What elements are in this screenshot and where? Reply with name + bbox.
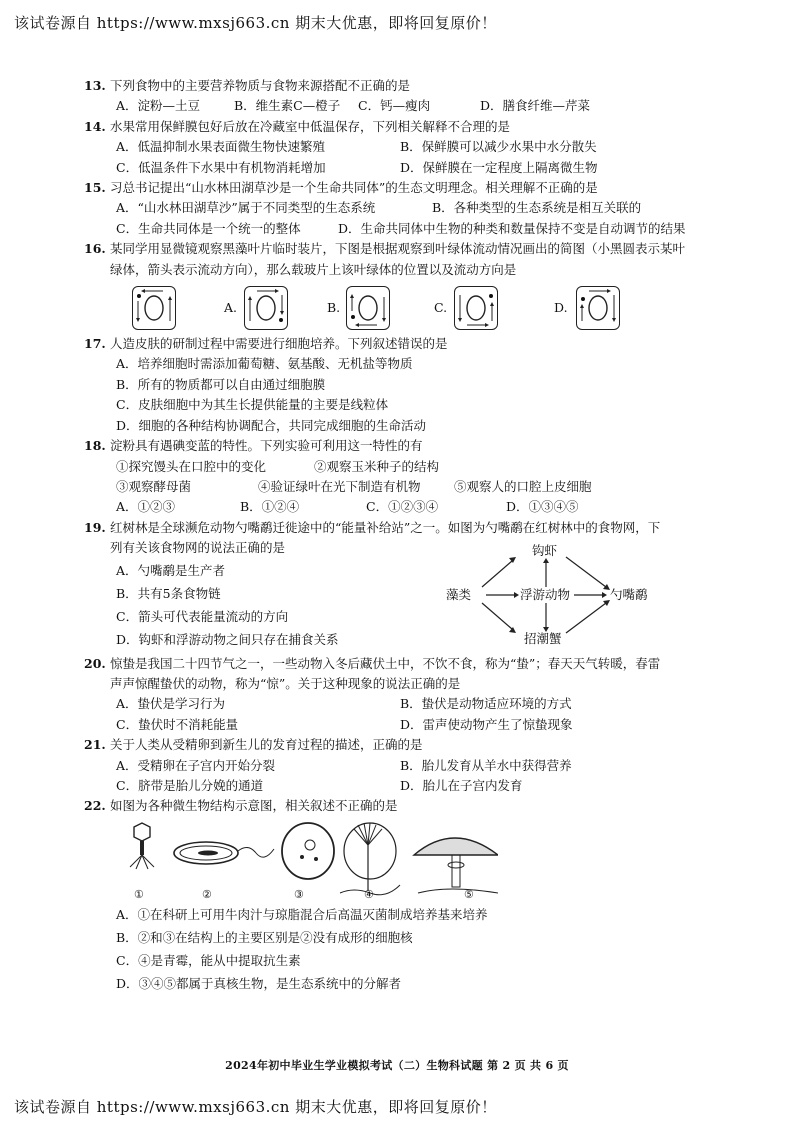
question-21 <box>84 735 724 796</box>
node-fiddler-crab: 招潮蟹 <box>524 630 562 646</box>
question-13 <box>84 76 724 117</box>
options-row <box>84 158 724 178</box>
option-a: A．低温抑制水果表面微生物快速繁殖 <box>116 139 326 155</box>
options-row <box>84 694 724 714</box>
cell-diagram-c <box>454 286 498 330</box>
question-stem: 习总书记提出“山水林田湖草沙是一个生命共同体”的生态文明理念。相关理解不正确的是 <box>110 180 598 196</box>
node-algae: 藻类 <box>446 586 472 602</box>
items-row-2 <box>84 477 724 497</box>
node-zooplankton: 浮游动物 <box>520 586 571 602</box>
option-d: D．细胞的各种结构协调配合，共同完成细胞的生命活动 <box>116 417 427 433</box>
option-c: C．生命共同体是一个统一的整体 <box>116 220 301 236</box>
option-a: A．蛰伏是学习行为 <box>116 696 226 712</box>
cell-diagram-d <box>576 286 620 330</box>
option-d: D．胎儿在子宫内发育 <box>400 777 523 793</box>
watermark-top: 该试卷源自 https://www.mxsj663.cn 期末大优惠，即将回复原价！ <box>14 14 497 32</box>
microorganism-drawings <box>118 821 498 907</box>
question-stem-line1: 红树林是全球濒危动物勺嘴鹬迁徙途中的“能量补给站”之一。如图为勺嘴鹬在红树林中的食物网，下 <box>110 519 661 535</box>
microorganism-figure <box>84 817 724 903</box>
question-stem: 淀粉具有遇碘变蓝的特性。下列实验可利用这一特性的有 <box>110 438 423 454</box>
option-a: A．“山水林田湖草沙”属于不同类型的生态系统 <box>116 200 376 216</box>
option-b: B．各种类型的生态系统是相互关联的 <box>432 200 642 216</box>
option-a: A．培养细胞时需添加葡萄糖、氨基酸、无机盐等物质 <box>116 356 413 372</box>
question-number: 22. <box>84 798 106 814</box>
question-stem: 如图为各种微生物结构示意图，相关叙述不正确的是 <box>110 798 398 814</box>
chloroplast-flow-figure <box>84 280 724 334</box>
question-stem: 水果常用保鲜膜包好后放在冷藏室中低温保存，下列相关解释不合理的是 <box>110 118 511 134</box>
items-row-1 <box>84 457 724 477</box>
question-number: 19. <box>84 519 106 535</box>
options-row <box>84 715 724 735</box>
option-b: B．维生素C—橙子 <box>234 98 341 114</box>
option-c: C．低温条件下水果中有机物消耗增加 <box>116 159 326 175</box>
option-b: B．共有5条食物链 <box>116 585 221 601</box>
question-number: 15. <box>84 180 106 196</box>
option-c: C．蛰伏时不消耗能量 <box>116 716 239 732</box>
question-18 <box>84 436 724 518</box>
question-stem-line1: 惊蛰是我国二十四节气之一，一些动物入冬后藏伏土中，不饮不食，称为“蛰”；春天天气转暖，春雷 <box>110 655 661 671</box>
question-number: 17. <box>84 336 106 352</box>
question-14 <box>84 117 724 178</box>
options-row <box>84 219 724 239</box>
question-19 <box>84 518 724 651</box>
option-a: A．①②③ <box>116 499 176 515</box>
item-4: ④验证绿叶在光下制造有机物 <box>258 478 421 494</box>
exam-page <box>84 76 724 995</box>
option-d: D．钩虾和浮游动物之间只存在捕食关系 <box>116 631 339 647</box>
figure-label-2: ② <box>202 887 212 901</box>
question-number: 14. <box>84 118 106 134</box>
question-22 <box>84 796 724 994</box>
cell-diagram-b <box>346 286 390 330</box>
option-c: C．④是青霉，能从中提取抗生素 <box>116 952 301 968</box>
question-17 <box>84 334 724 436</box>
figure-label-b: B. <box>327 300 341 316</box>
question-stem-line2: 声声惊醒蛰伏的动物，称为“惊”。关于这种现象的说法正确的是 <box>110 675 461 691</box>
question-number: 20. <box>84 655 106 671</box>
figure-label-d: D. <box>554 300 568 316</box>
question-number: 21. <box>84 737 106 753</box>
watermark-bottom: 该试卷源自 https://www.mxsj663.cn 期末大优惠，即将回复原价！ <box>14 1098 497 1116</box>
option-c: C．脐带是胎儿分娩的通道 <box>116 777 264 793</box>
option-d: D．膳食纤维—芹菜 <box>480 98 591 114</box>
item-5: ⑤观察人的口腔上皮细胞 <box>454 478 592 494</box>
option-b: B．保鲜膜可以减少水果中水分散失 <box>400 139 597 155</box>
figure-label-a: A. <box>224 300 238 316</box>
question-20 <box>84 654 724 736</box>
options-row <box>84 756 724 776</box>
question-stem-line2: 绿体，箭头表示流动方向），那么载玻片上该叶绿体的位置以及流动方向是 <box>110 261 517 277</box>
node-spoon-billed-sandpiper: 勺嘴鹬 <box>610 586 648 602</box>
item-3: ③观察酵母菌 <box>116 478 192 494</box>
figure-label-4: ④ <box>364 887 374 901</box>
option-c: C．①②③④ <box>366 499 439 515</box>
page-footer: 2024年初中毕业生学业模拟考试（二）生物科试题 第 2 页 共 6 页 <box>225 1059 569 1072</box>
cell-diagram-original <box>132 286 176 330</box>
question-number: 13. <box>84 78 106 93</box>
option-b: B．②和③在结构上的主要区别是②没有成形的细胞核 <box>116 929 413 945</box>
option-a: A．勺嘴鹬是生产者 <box>116 562 226 578</box>
option-a: A．淀粉—土豆 <box>116 98 201 114</box>
option-b: B．①②④ <box>240 499 300 515</box>
options-row <box>84 198 724 218</box>
options-row <box>84 96 724 116</box>
question-15 <box>84 178 724 239</box>
figure-label-1: ① <box>134 887 144 901</box>
item-2: ②观察玉米种子的结构 <box>314 458 440 474</box>
figure-label-3: ③ <box>294 887 304 901</box>
option-d: D．①③④⑤ <box>506 499 579 515</box>
node-amphipod: 钩虾 <box>532 542 558 558</box>
option-c: C．钙—瘦肉 <box>358 98 431 114</box>
question-number: 18. <box>84 438 106 454</box>
option-d: D．雷声使动物产生了惊蛰现象 <box>400 716 573 732</box>
option-d: D．③④⑤都属于真核生物，是生态系统中的分解者 <box>116 975 402 991</box>
options-row <box>84 497 724 517</box>
option-b: B．胎儿发育从羊水中获得营养 <box>400 757 572 773</box>
option-d: D．生命共同体中生物的种类和数量保持不变是自动调节的结果 <box>338 220 686 236</box>
question-stem-line2: 列有关该食物网的说法正确的是 <box>110 540 286 556</box>
question-stem-line1: 某同学用显微镜观察黑藻叶片临时装片，下图是根据观察到叶绿体流动情况画出的简图（小黑圆表示某叶 <box>110 241 686 257</box>
question-stem: 人造皮肤的研制过程中需要进行细胞培养。下列叙述错误的是 <box>110 336 448 352</box>
option-c: C．皮肤细胞中为其生长提供能量的主要是线粒体 <box>116 397 389 413</box>
question-stem: 关于人类从受精卵到新生儿的发育过程的描述，正确的是 <box>110 737 423 753</box>
option-d: D．保鲜膜在一定程度上隔离微生物 <box>400 159 598 175</box>
option-c: C．箭头可代表能量流动的方向 <box>116 608 289 624</box>
cell-diagram-a <box>244 286 288 330</box>
options-row <box>84 776 724 796</box>
option-a: A．①在科研上可用牛肉汁与琼脂混合后高温灭菌制成培养基来培养 <box>116 906 488 922</box>
question-16 <box>84 239 724 334</box>
figure-label-5: ⑤ <box>464 887 474 901</box>
option-b: B．所有的物质都可以自由通过细胞膜 <box>116 376 326 392</box>
options-row <box>84 137 724 157</box>
option-b: B．蛰伏是动物适应环境的方式 <box>400 696 572 712</box>
question-number: 16. <box>84 241 106 257</box>
question-stem: 下列食物中的主要营养物质与食物来源搭配不正确的是 <box>110 78 411 93</box>
figure-label-c: C. <box>434 300 448 316</box>
option-a: A．受精卵在子宫内开始分裂 <box>116 757 276 773</box>
food-web-diagram <box>446 541 746 646</box>
item-1: ①探究馒头在口腔中的变化 <box>116 458 267 474</box>
